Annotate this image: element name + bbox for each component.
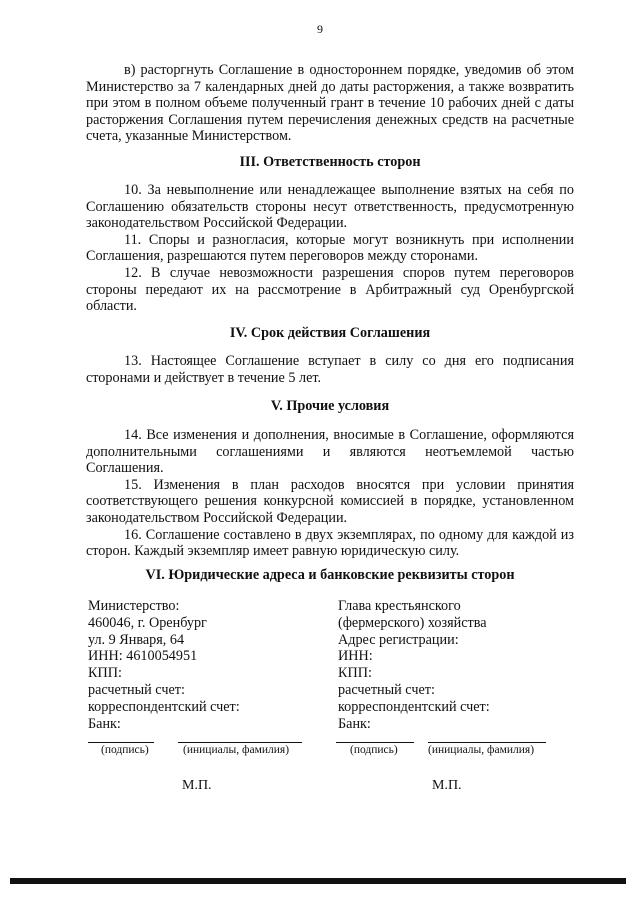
clause-15: 15. Изменения в план расходов вносятся при условии принятия соответствующего решения конкурсной комиссией в порядке, установленном законодательством Российской Федерации.	[86, 476, 574, 526]
intro-paragraph-block	[86, 62, 574, 145]
clause-10: 10. За невыполнение или ненадлежащее выполнение взятых на себя по Соглашению обязательств стороны несут ответственность, предусмотренную законодательством Российской Федерации.	[86, 182, 574, 232]
farm-address: Адрес регистрации:	[338, 631, 459, 648]
farm-inn: ИНН:	[338, 648, 373, 665]
farm-signature-label: (подпись)	[350, 744, 398, 756]
farm-corr-account: корреспондентский счет:	[338, 698, 490, 715]
farm-head-title: Глава крестьянского	[338, 598, 461, 614]
farm-account: расчетный счет:	[338, 681, 435, 698]
page-number: 9	[317, 22, 323, 36]
farm-name-line	[428, 742, 546, 743]
clause-13: 13. Настоящее Соглашение вступает в силу со дня его подписания сторонами и действует в течение 5 лет.	[86, 353, 574, 386]
ministry-name-label: (инициалы, фамилия)	[183, 744, 290, 756]
section-5-body	[86, 427, 574, 560]
ministry-kpp: КПП:	[88, 665, 122, 682]
ministry-requisites	[88, 598, 240, 732]
ministry-stamp-place: М.П.	[182, 778, 212, 793]
section-4-title: IV. Срок действия Соглашения	[229, 325, 431, 341]
ministry-corr-account: корреспондентский счет:	[88, 698, 240, 715]
clause-16: 16. Соглашение составлено в двух экземплярах, по одному для каждой из сторон. Каждый экземпляр имеет равную юридическую силу.	[86, 526, 574, 560]
ministry-name: Министерство:	[88, 598, 180, 614]
intro-paragraph: в) расторгнуть Соглашение в одностороннем порядке, уведомив об этом Министерство за 7 календарных дней до даты расторжения, а также возвратить при этом в полном объеме полученный грант в течение 10 рабочих дней с даты расторжения Соглашения путем перечисления денежных средств на расчетные счета, указанные Министерством.	[86, 62, 574, 145]
scan-edge-bar	[10, 878, 626, 884]
section-3-title: III. Ответственность сторон	[239, 154, 421, 170]
section-6-title: VI. Юридические адреса и банковские реквизиты сторон	[145, 567, 515, 583]
ministry-signature-line	[88, 742, 154, 743]
clause-14: 14. Все изменения и дополнения, вносимые в Соглашение, оформляются дополнительными соглашениями и являются неотъемлемой частью Соглашения.	[86, 427, 574, 477]
ministry-postcode-city: 460046, г. Оренбург	[88, 614, 207, 631]
section-4-body	[86, 353, 574, 386]
section-3-body	[86, 182, 574, 315]
ministry-street: ул. 9 Января, 64	[88, 631, 185, 648]
farm-signature-line	[336, 742, 414, 743]
farm-bank: Банк:	[338, 715, 371, 732]
ministry-bank: Банк:	[88, 715, 121, 732]
farm-head-title-cont: (фермерского) хозяйства	[338, 614, 487, 631]
farm-name-label: (инициалы, фамилия)	[428, 744, 535, 756]
farm-requisites	[338, 598, 490, 732]
clause-12: 12. В случае невозможности разрешения споров путем переговоров стороны передают их на рассмотрение в Арбитражный суд Оренбургской области.	[86, 264, 574, 315]
ministry-inn: ИНН: 4610054951	[88, 648, 198, 665]
clause-11: 11. Споры и разногласия, которые могут возникнуть при исполнении Соглашения, разрешаются путем переговоров между сторонами.	[86, 231, 574, 265]
ministry-signature-label: (подпись)	[101, 744, 149, 756]
farm-stamp-place: М.П.	[432, 778, 462, 793]
section-5-title: V. Прочие условия	[270, 398, 390, 414]
ministry-name-line	[178, 742, 302, 743]
ministry-account: расчетный счет:	[88, 681, 185, 698]
farm-kpp: КПП:	[338, 665, 372, 682]
